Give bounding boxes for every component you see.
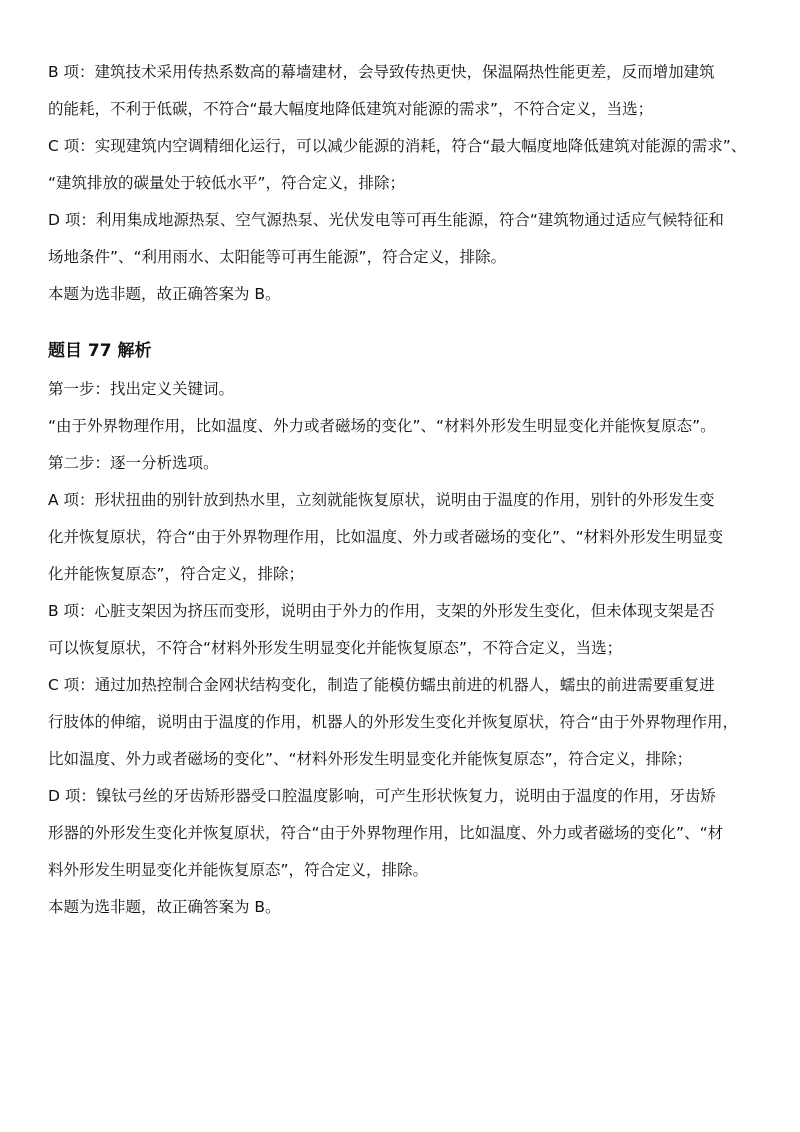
q77-option-c-line-3: 比如温度、外力或者磁场的变化”、“材料外形发生明显变化并能恢复原态”，符合定义，排除；: [48, 750, 693, 768]
section-spacer: [48, 313, 760, 331]
q76-option-d-line-1: D 项：利用集成地源热泵、空气源热泵、光伏发电等可再生能源，符合“建筑物通过适应气候特征和: [48, 211, 724, 229]
q77-option-c-line-1: C 项：通过加热控制合金网状结构变化，制造了能模仿蠕虫前进的机器人，蠕虫的前进需要重复进: [48, 676, 715, 694]
q77-heading: 题目 77 解析: [48, 341, 152, 361]
q77-step-1: 第一步：找出定义关键词。: [48, 380, 235, 398]
q77-option-d-line-2: 形器的外形发生变化并恢复原状，符合“由于外界物理作用，比如温度、外力或者磁场的变化”、“材: [48, 824, 724, 842]
q76-option-c-line-2: “建筑排放的碳量处于较低水平”，符合定义，排除；: [48, 174, 406, 192]
q77-option-d-line-3: 料外形发生明显变化并能恢复原态”，符合定义，排除。: [48, 861, 429, 879]
q77-option-c-line-2: 行肢体的伸缩，说明由于温度的作用，机器人的外形发生变化并恢复原状，符合“由于外界物理作用，: [48, 713, 739, 731]
q77-option-a-line-2: 化并恢复原状，符合“由于外界物理作用，比如温度、外力或者磁场的变化”、“材料外形发生明显变: [48, 528, 724, 546]
q77-option-b-line-1: B 项：心脏支架因为挤压而变形，说明由于外力的作用，支架的外形发生变化，但未体现支架是否: [48, 602, 715, 620]
q76-conclusion: 本题为选非题，故正确答案为 B。: [48, 285, 281, 303]
q77-keywords: “由于外界物理作用，比如温度、外力或者磁场的变化”、“材料外形发生明显变化并能恢复原态”。: [48, 417, 716, 435]
q77-conclusion: 本题为选非题，故正确答案为 B。: [48, 898, 281, 916]
q77-option-a-line-3: 化并能恢复原态”，符合定义，排除；: [48, 565, 305, 583]
q76-option-c-line-1: C 项：实现建筑内空调精细化运行，可以减少能源的消耗，符合“最大幅度地降低建筑对能源的需求”、: [48, 137, 747, 155]
q77-option-b-line-2: 可以恢复原状，不符合“材料外形发生明显变化并能恢复原态”，不符合定义，当选；: [48, 639, 623, 657]
q77-option-a-line-1: A 项：形状扭曲的别针放到热水里，立刻就能恢复原状，说明由于温度的作用，别针的外形发生变: [48, 491, 715, 509]
document-page: [48, 54, 760, 926]
q77-step-2: 第二步：逐一分析选项。: [48, 454, 219, 472]
q77-option-d-line-1: D 项：镍钛弓丝的牙齿矫形器受口腔温度影响，可产生形状恢复力，说明由于温度的作用，牙齿矫: [48, 787, 716, 805]
q76-option-b-line-2: 的能耗，不利于低碳，不符合“最大幅度地降低建筑对能源的需求”，不符合定义，当选；: [48, 100, 654, 118]
q76-option-b-line-1: B 项：建筑技术采用传热系数高的幕墙建材，会导致传热更快，保温隔热性能更差，反而增加建筑: [48, 63, 715, 81]
q76-option-d-line-2: 场地条件”、“利用雨水、太阳能等可再生能源”，符合定义，排除。: [48, 248, 507, 266]
